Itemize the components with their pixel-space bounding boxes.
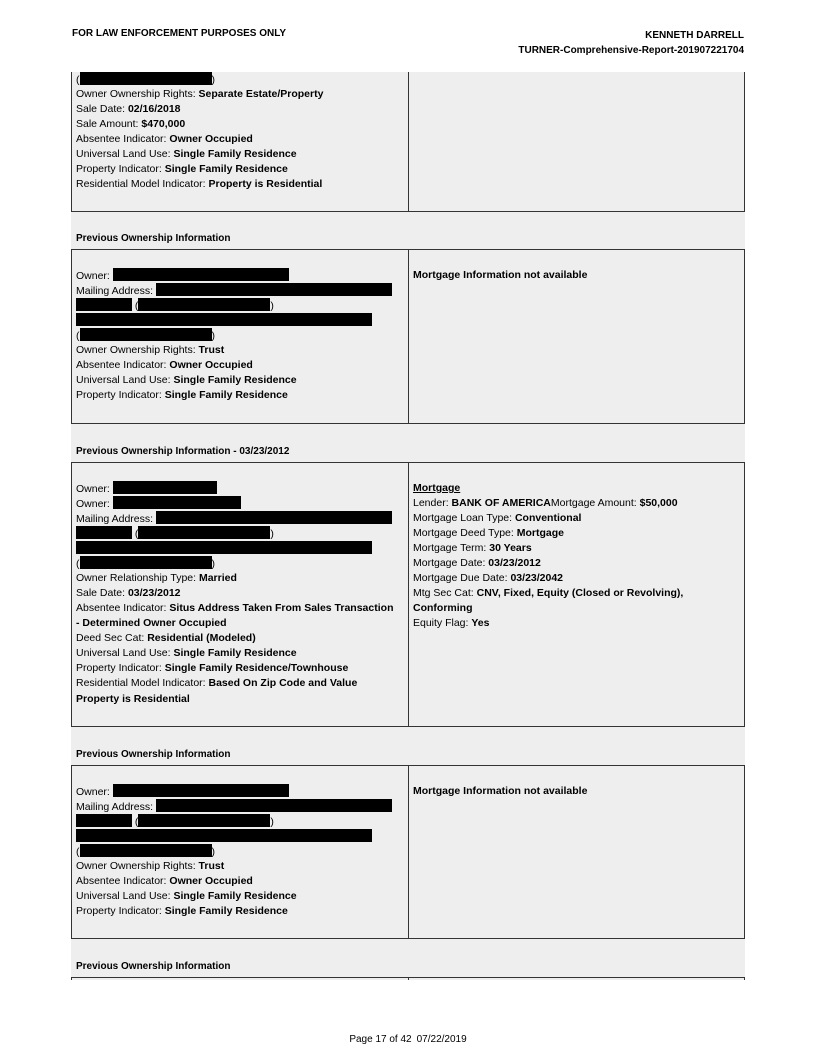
mortgage-not-available: Mortgage Information not available xyxy=(413,269,588,281)
section-title: Previous Ownership Information xyxy=(71,212,745,249)
sale-date: Sale Date: 02/16/2018 xyxy=(76,103,181,115)
report-content xyxy=(71,72,745,980)
ownership-record-continued xyxy=(71,977,745,980)
section-title: Previous Ownership Information xyxy=(71,939,745,977)
mortgage-details xyxy=(409,72,744,211)
sale-date: Sale Date: 03/23/2012 xyxy=(76,587,181,599)
mortgage-heading: Mortgage xyxy=(413,482,461,494)
redaction-bar xyxy=(76,541,372,554)
redaction-bar xyxy=(80,556,212,569)
property-indicator: Property Indicator: Single Family Residence/Townhouse xyxy=(76,662,349,674)
absentee-indicator: Absentee Indicator: Owner Occupied xyxy=(76,133,253,145)
ownership-rights: Owner Ownership Rights: Trust xyxy=(76,344,225,356)
report-header-title xyxy=(518,28,744,58)
property-indicator: Property Indicator: Single Family Residence xyxy=(76,163,288,175)
relationship-type: Owner Relationship Type: Married xyxy=(76,572,237,584)
redaction-bar xyxy=(76,526,132,539)
mortgage-deed-type: Mortgage Deed Type: Mortgage xyxy=(413,527,564,539)
owner: Owner: xyxy=(76,496,404,511)
owner: Owner: xyxy=(76,268,404,283)
redaction-bar xyxy=(80,72,212,85)
section-title: Previous Ownership Information - 03/23/2012 xyxy=(71,424,745,462)
owner: Owner: xyxy=(76,784,404,799)
redaction-bar xyxy=(76,313,372,326)
residential-model-indicator-cont: Property is Residential xyxy=(76,693,190,705)
absentee-indicator: Absentee Indicator: Owner Occupied xyxy=(76,875,253,887)
redaction-bar xyxy=(113,496,241,509)
ownership-details: ( ) Owner Ownership Rights: Separate Estate/Property Sale Date: 02/16/2018 Sale Amount: $470,000 Absentee Indicator: Owner Occupied Universal Land Use: Single Family Residence Property Indicator: Single Family Residence Residential Model Indicator: Property is Residential xyxy=(72,72,409,211)
ownership-details: Owner: Owner: Mailing Address: ( ) ( ) Owner Relationship Type: Married Sale Date: 03/23/2012 Absentee Indicator: Situs Address Taken From Sales Transaction - Determined Owner Occupied Deed Sec Cat: Residential (Modeled) Universal Land Use: Single Family Residence Property Indicator: Single Family Residence/Townhouse Residential Model Indicator: Based On Zip Code and Value Property is Residential xyxy=(72,463,409,726)
redaction-bar xyxy=(76,829,372,842)
mortgage-details xyxy=(409,250,744,423)
equity-flag: Equity Flag: Yes xyxy=(413,617,490,629)
ownership-record xyxy=(71,765,745,939)
ownership-details xyxy=(72,978,409,980)
section-title: Previous Ownership Information xyxy=(71,727,745,765)
ownership-details: Owner: Mailing Address: ( ) ( ) Owner Ownership Rights: Trust Absentee Indicator: Owner Occupied Universal Land Use: Single Family Residence Property Indicator: Single Family Residence xyxy=(72,766,409,938)
ownership-record xyxy=(71,462,745,727)
deed-sec-cat: Deed Sec Cat: Residential (Modeled) xyxy=(76,632,256,644)
report-header-label: FOR LAW ENFORCEMENT PURPOSES ONLY xyxy=(72,28,287,39)
redaction-bar xyxy=(156,799,392,812)
redaction-bar xyxy=(113,784,289,797)
residential-model-indicator: Residential Model Indicator: Property is Residential xyxy=(76,178,323,190)
redaction-bar xyxy=(76,298,132,311)
ownership-record-current xyxy=(71,72,745,212)
mortgage-lender: Lender: BANK OF AMERICAMortgage Amount: $50,000 xyxy=(413,497,678,509)
absentee-indicator: Absentee Indicator: Owner Occupied xyxy=(76,359,253,371)
mortgage-date: Mortgage Date: 03/23/2012 xyxy=(413,557,541,569)
universal-land-use: Universal Land Use: Single Family Residence xyxy=(76,374,297,386)
mortgage-details xyxy=(409,463,744,726)
residential-model-indicator: Residential Model Indicator: Based On Zip Code and Value xyxy=(76,677,358,689)
sale-amount: Sale Amount: $470,000 xyxy=(76,118,186,130)
absentee-indicator-cont: - Determined Owner Occupied xyxy=(76,617,227,629)
redaction-bar xyxy=(138,526,270,539)
subject-name: KENNETH DARRELL xyxy=(645,30,744,41)
mortgage-sec-cat: Mtg Sec Cat: CNV, Fixed, Equity (Closed or Revolving), xyxy=(413,587,684,599)
mortgage-due-date: Mortgage Due Date: 03/23/2042 xyxy=(413,572,564,584)
mortgage-sec-cat-cont: Conforming xyxy=(413,602,473,614)
absentee-indicator: Absentee Indicator: Situs Address Taken From Sales Transaction xyxy=(76,602,394,614)
ownership-record xyxy=(71,249,745,424)
universal-land-use: Universal Land Use: Single Family Residence xyxy=(76,647,297,659)
mortgage-details xyxy=(409,978,744,980)
redaction-bar xyxy=(138,814,270,827)
footer-date: 07/22/2019 xyxy=(416,1034,467,1045)
mortgage-term: Mortgage Term: 30 Years xyxy=(413,542,532,554)
redaction-bar xyxy=(138,298,270,311)
mortgage-loan-type: Mortgage Loan Type: Conventional xyxy=(413,512,582,524)
mortgage-details xyxy=(409,766,744,938)
redaction-bar xyxy=(80,844,212,857)
ownership-rights: Owner Ownership Rights: Trust xyxy=(76,860,225,872)
mailing-address: Mailing Address: xyxy=(76,511,404,526)
mailing-address: Mailing Address: xyxy=(76,283,404,298)
property-indicator: Property Indicator: Single Family Residence xyxy=(76,905,288,917)
owner: Owner: xyxy=(76,481,404,496)
universal-land-use: Universal Land Use: Single Family Residence xyxy=(76,148,297,160)
redaction-bar xyxy=(113,268,289,281)
mailing-address: Mailing Address: xyxy=(76,799,404,814)
universal-land-use: Universal Land Use: Single Family Residence xyxy=(76,890,297,902)
property-indicator: Property Indicator: Single Family Residence xyxy=(76,389,288,401)
redaction-bar xyxy=(113,481,217,494)
ownership-rights: Owner Ownership Rights: Separate Estate/Property xyxy=(76,88,324,100)
redaction-bar xyxy=(156,511,392,524)
redaction-bar xyxy=(76,814,132,827)
mortgage-not-available: Mortgage Information not available xyxy=(413,785,588,797)
report-id: TURNER-Comprehensive-Report-201907221704 xyxy=(518,45,744,56)
page-number: Page 17 of 42 xyxy=(349,1034,412,1045)
redaction-bar xyxy=(156,283,392,296)
redaction-bar xyxy=(80,328,212,341)
page-footer xyxy=(0,1034,816,1045)
ownership-details: Owner: Mailing Address: ( ) ( ) Owner Ownership Rights: Trust Absentee Indicator: Owner Occupied Universal Land Use: Single Family Residence Property Indicator: Single Family Residence xyxy=(72,250,409,423)
